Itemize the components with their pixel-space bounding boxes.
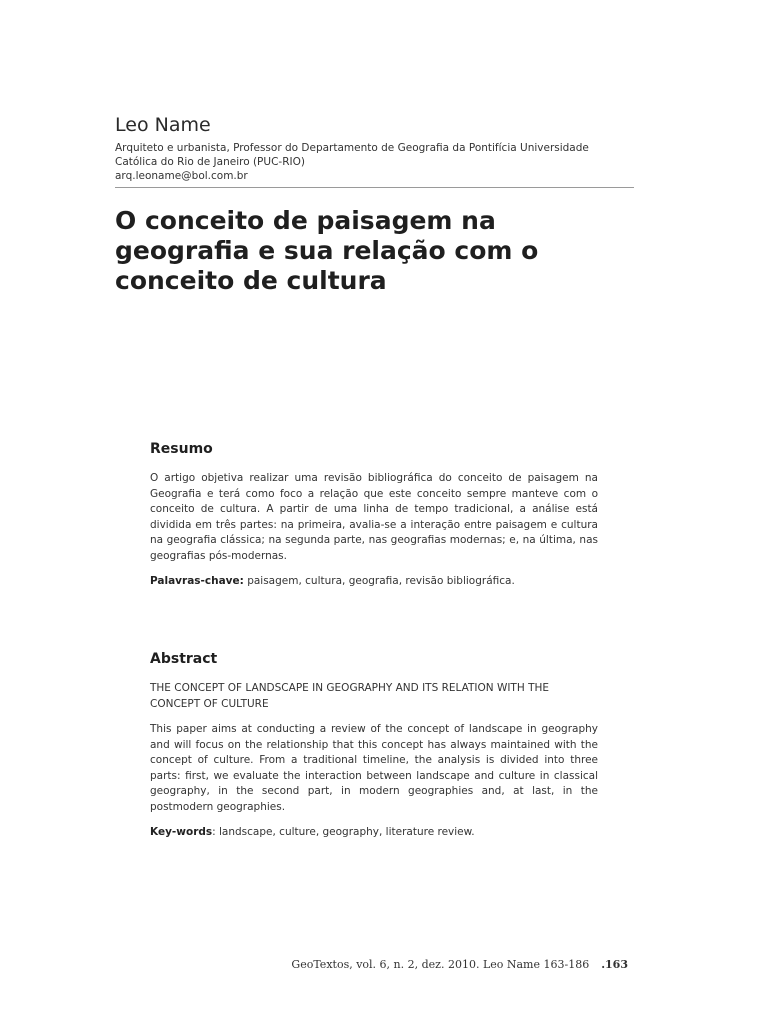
page-number: .163 <box>601 958 628 971</box>
resumo-keywords-values: paisagem, cultura, geografia, revisão bibliográfica. <box>243 575 515 587</box>
author-affiliation-line-1: Arquiteto e urbanista, Professor do Departamento de Geografia da Pontifícia Universidade <box>115 142 589 154</box>
abstract-section <box>150 650 598 841</box>
resumo-keywords-label: Palavras-chave: <box>150 575 244 587</box>
resumo-keywords <box>150 574 598 590</box>
abstract-english-title: THE CONCEPT OF LANDSCAPE IN GEOGRAPHY AND ITS RELATION WITH THE CONCEPT OF CULTURE <box>150 682 550 710</box>
author-block <box>115 114 635 183</box>
footer-citation: GeoTextos, vol. 6, n. 2, dez. 2010. Leo Name 163-186 <box>291 958 590 971</box>
abstract-keywords <box>150 825 598 841</box>
abstract-heading: Abstract <box>150 651 218 667</box>
paper-title: O conceito de paisagem na geografia e sua relação com o conceito de cultura <box>115 206 539 295</box>
author-email: arq.leoname@bol.com.br <box>115 170 248 182</box>
header-divider <box>115 187 634 188</box>
abstract-text: This paper aims at conducting a review of the concept of landscape in geography and will focus on the relationship that this concept has always maintained with the concept of culture. From a traditional timeline, the analysis is divided into three parts: first, we evaluate the interaction between landscape and culture in classical geography, in the second part, in modern geographies and, at last, in the postmodern geographies. <box>150 723 598 813</box>
abstract-keywords-values: : landscape, culture, geography, literature review. <box>212 826 475 838</box>
resumo-heading: Resumo <box>150 441 213 457</box>
resumo-section <box>150 440 598 590</box>
abstract-keywords-label: Key-words <box>150 826 213 838</box>
author-name: Leo Name <box>115 114 211 136</box>
resumo-text: O artigo objetiva realizar uma revisão bibliográfica do conceito de paisagem na Geografia e terá como foco a relação que este conceito sempre manteve com o conceito de cultura. A partir de uma linha de tempo tradicional, a análise está dividida em três partes: na primeira, avalia-se a interação entre paisagem e cultura na geografia clássica; na segunda parte, nas geografias modernas; e, na última, nas geografias pós-modernas. <box>150 472 598 562</box>
author-affiliation-line-2: Católica do Rio de Janeiro (PUC-RIO) <box>115 156 305 168</box>
page-footer <box>283 958 628 971</box>
